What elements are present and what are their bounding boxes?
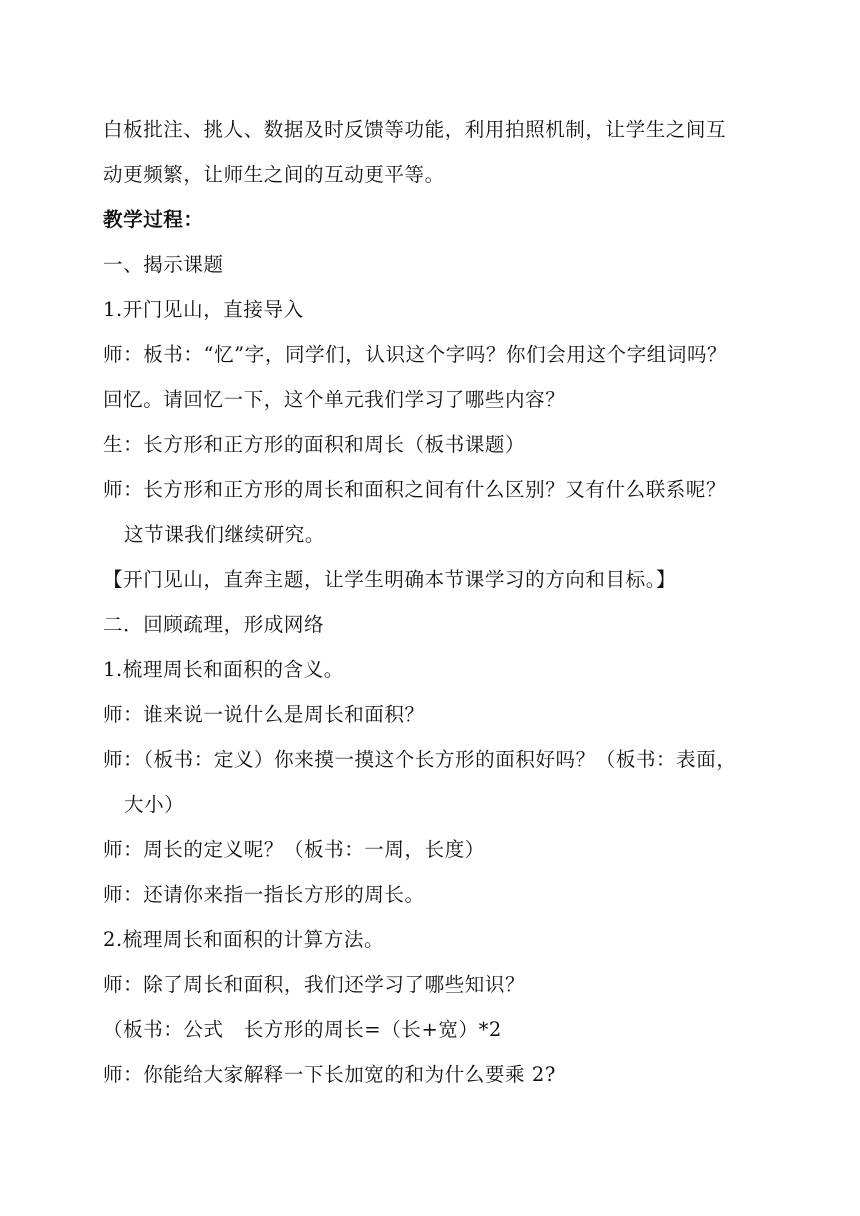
dialogue-line: 师：你能给大家解释一下长加宽的和为什么要乘 2? — [103, 1063, 556, 1086]
subsection-heading: 1.梳理周长和面积的含义。 — [103, 658, 344, 681]
dialogue-line: 大小） — [124, 793, 185, 816]
dialogue-line: 这节课我们继续研究。 — [124, 523, 326, 546]
dialogue-line: 师：谁来说一说什么是周长和面积？ — [103, 703, 425, 726]
dialogue-line: 师：周长的定义呢？（板书：一周，长度） — [103, 838, 485, 861]
formula-line: （板书：公式 长方形的周长=（长+宽）*2 — [103, 1018, 502, 1041]
dialogue-line: 师：除了周长和面积，我们还学习了哪些知识？ — [103, 973, 526, 996]
dialogue-line: 师：还请你来指一指长方形的周长。 — [103, 883, 425, 906]
section-heading: 二．回顾疏理，形成网络 — [103, 613, 325, 636]
section-heading: 一、揭示课题 — [103, 253, 224, 276]
note-line: 【开门见山，直奔主题，让学生明确本节课学习的方向和目标。】 — [103, 568, 677, 591]
section-heading: 教学过程： — [103, 208, 204, 231]
dialogue-line: 师：（板书：定义）你来摸一摸这个长方形的面积好吗？（板书：表面， — [103, 748, 737, 771]
dialogue-line: 师：板书：“忆”字，同学们，认识这个字吗？你们会用这个字组词吗？ — [103, 343, 728, 366]
paragraph-line: 动更频繁，让师生之间的互动更平等。 — [103, 163, 445, 186]
dialogue-line: 生：长方形和正方形的面积和周长（板书课题） — [103, 433, 526, 456]
paragraph-line: 白板批注、挑人、数据及时反馈等功能，利用拍照机制，让学生之间互 — [103, 118, 727, 141]
dialogue-line: 师：长方形和正方形的周长和面积之间有什么区别？又有什么联系呢？ — [103, 478, 727, 501]
dialogue-line: 回忆。请回忆一下，这个单元我们学习了哪些内容？ — [103, 388, 566, 411]
subsection-heading: 2.梳理周长和面积的计算方法。 — [103, 928, 385, 951]
subsection-heading: 1.开门见山，直接导入 — [103, 298, 304, 321]
